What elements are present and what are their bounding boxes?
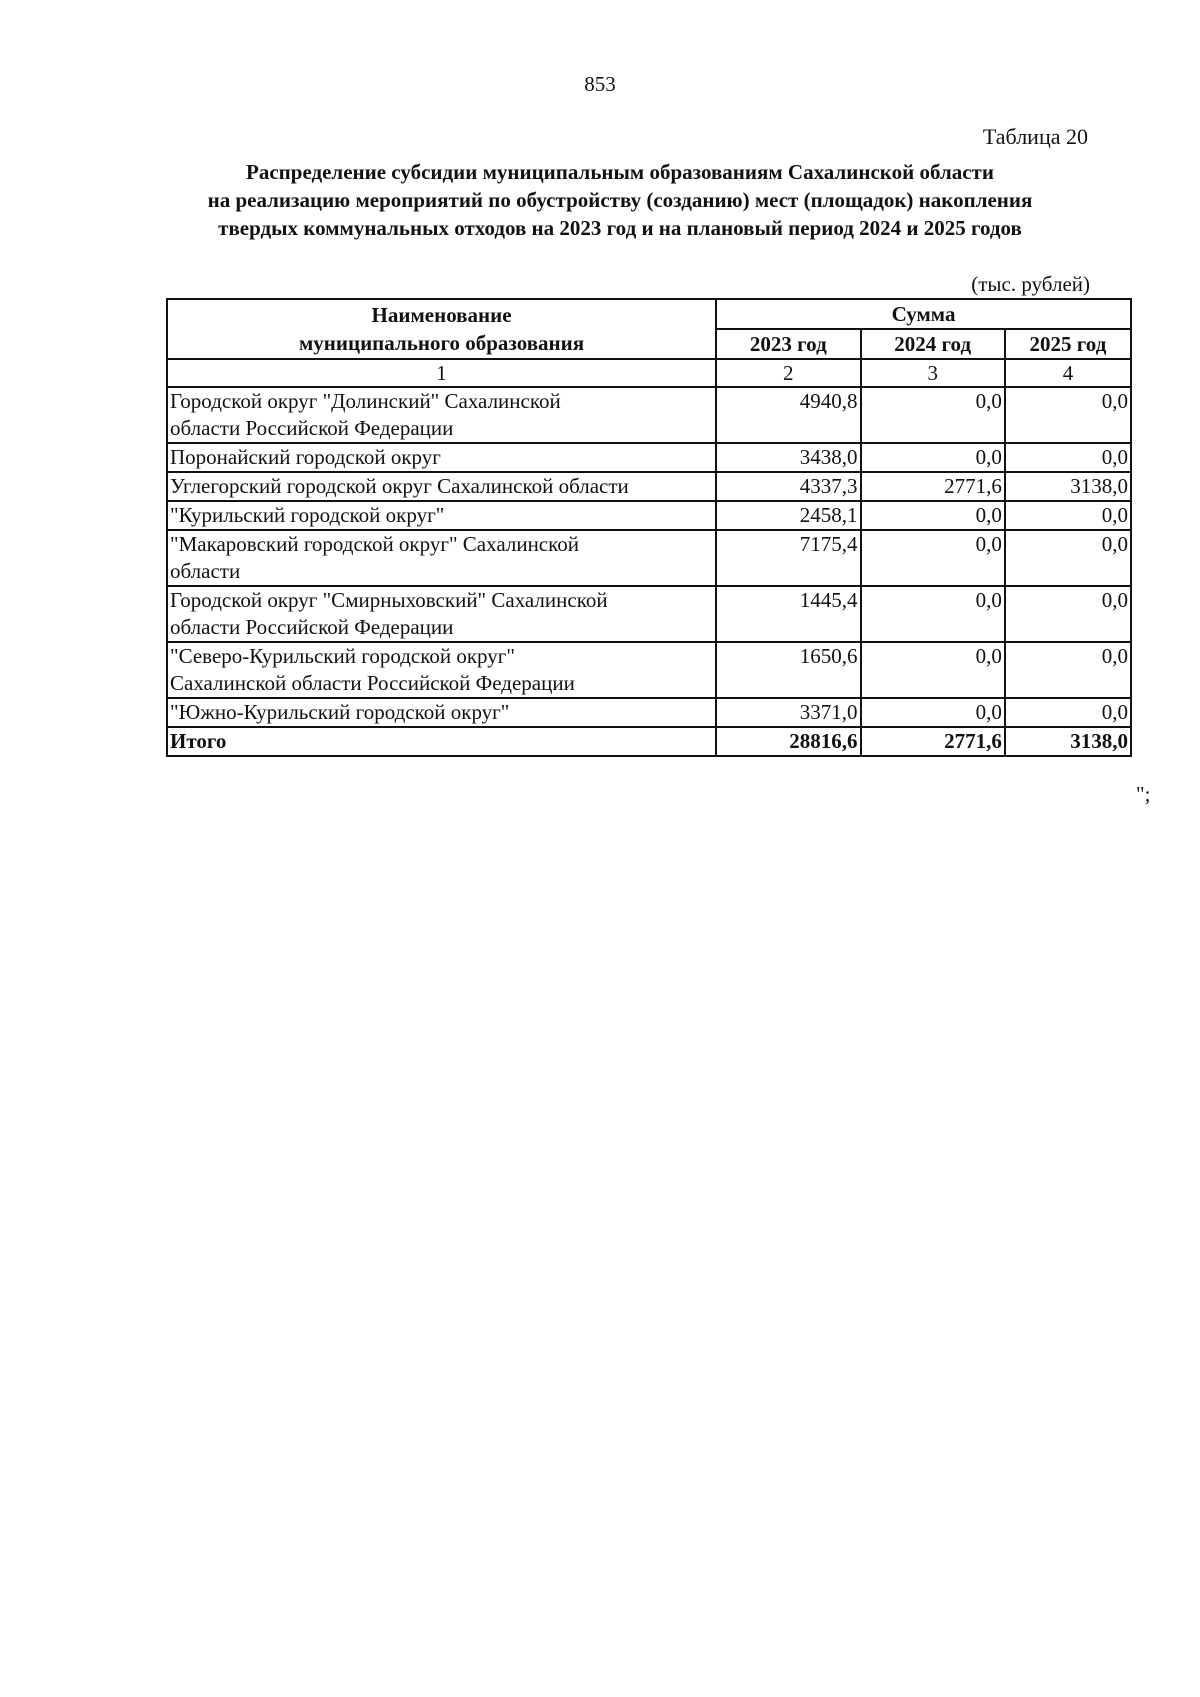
table-row xyxy=(167,698,1131,727)
table-row xyxy=(167,642,1131,698)
value-2023: 4940,8 xyxy=(716,387,860,443)
value-2025: 0,0 xyxy=(1005,501,1131,530)
name-line: области xyxy=(170,559,241,583)
title-line-1: Распределение субсидии муниципальным образованиям Сахалинской области xyxy=(246,160,994,184)
municipality-name xyxy=(167,530,716,586)
table-row xyxy=(167,387,1131,443)
column-number-row xyxy=(167,359,1131,387)
total-label: Итого xyxy=(167,727,716,756)
name-line: Углегорский городской округ Сахалинской области xyxy=(170,474,629,498)
total-2023: 28816,6 xyxy=(716,727,860,756)
value-2024: 0,0 xyxy=(861,698,1005,727)
subsidy-table xyxy=(166,298,1132,757)
title-line-3: твердых коммунальных отходов на 2023 год и на плановый период 2024 и 2025 годов xyxy=(218,216,1022,240)
municipality-name xyxy=(167,387,716,443)
value-2025: 0,0 xyxy=(1005,698,1131,727)
value-2025: 3138,0 xyxy=(1005,472,1131,501)
column-number: 4 xyxy=(1005,359,1131,387)
column-number: 1 xyxy=(167,359,716,387)
value-2024: 2771,6 xyxy=(861,472,1005,501)
units-label: (тыс. рублей) xyxy=(971,272,1090,296)
header-year-2025: 2025 год xyxy=(1005,329,1131,359)
municipality-name xyxy=(167,472,716,501)
municipality-name xyxy=(167,501,716,530)
header-year-2024: 2024 год xyxy=(861,329,1005,359)
name-line: "Макаровский городской округ" Сахалинской xyxy=(170,532,579,556)
municipality-name xyxy=(167,586,716,642)
title-line-2: на реализацию мероприятий по обустройству (созданию) мест (площадок) накопления xyxy=(207,188,1033,212)
value-2025: 0,0 xyxy=(1005,443,1131,472)
name-line: "Южно-Курильский городской округ" xyxy=(170,700,510,724)
column-number: 3 xyxy=(861,359,1005,387)
value-2023: 4337,3 xyxy=(716,472,860,501)
header-municipality-line-1: Наименование xyxy=(371,303,512,327)
name-line: области Российской Федерации xyxy=(170,416,454,440)
value-2025: 0,0 xyxy=(1005,642,1131,698)
value-2025: 0,0 xyxy=(1005,387,1131,443)
total-row xyxy=(167,727,1131,756)
name-line: "Северо-Курильский городской округ" xyxy=(170,644,515,668)
column-number: 2 xyxy=(716,359,860,387)
value-2024: 0,0 xyxy=(861,642,1005,698)
value-2025: 0,0 xyxy=(1005,530,1131,586)
value-2023: 3371,0 xyxy=(716,698,860,727)
header-municipality xyxy=(167,299,716,359)
table-row xyxy=(167,501,1131,530)
value-2024: 0,0 xyxy=(861,387,1005,443)
value-2024: 0,0 xyxy=(861,443,1005,472)
municipality-name xyxy=(167,642,716,698)
municipality-name xyxy=(167,698,716,727)
name-line: Городской округ "Долинский" Сахалинской xyxy=(170,389,561,413)
name-line: области Российской Федерации xyxy=(170,615,454,639)
table-label: Таблица 20 xyxy=(982,124,1088,149)
value-2023: 1650,6 xyxy=(716,642,860,698)
name-line: Сахалинской области Российской Федерации xyxy=(170,671,575,695)
table-row xyxy=(167,472,1131,501)
value-2025: 0,0 xyxy=(1005,586,1131,642)
value-2024: 0,0 xyxy=(861,530,1005,586)
header-municipality-line-2: муниципального образования xyxy=(298,331,585,355)
value-2024: 0,0 xyxy=(861,501,1005,530)
header-sum: Сумма xyxy=(716,299,1131,329)
closing-quote-mark: "; xyxy=(1136,782,1151,806)
table-row xyxy=(167,586,1131,642)
value-2023: 2458,1 xyxy=(716,501,860,530)
table-row xyxy=(167,530,1131,586)
total-2025: 3138,0 xyxy=(1005,727,1131,756)
value-2023: 3438,0 xyxy=(716,443,860,472)
header-year-2023: 2023 год xyxy=(716,329,860,359)
table-title xyxy=(120,158,1120,242)
total-2024: 2771,6 xyxy=(861,727,1005,756)
value-2023: 1445,4 xyxy=(716,586,860,642)
name-line: Городской округ "Смирныховский" Сахалинской xyxy=(170,588,608,612)
page-number: 853 xyxy=(584,72,616,96)
name-line: "Курильский городской округ" xyxy=(170,503,445,527)
name-line: Поронайский городской округ xyxy=(170,445,441,469)
municipality-name xyxy=(167,443,716,472)
value-2023: 7175,4 xyxy=(716,530,860,586)
table-row xyxy=(167,443,1131,472)
value-2024: 0,0 xyxy=(861,586,1005,642)
